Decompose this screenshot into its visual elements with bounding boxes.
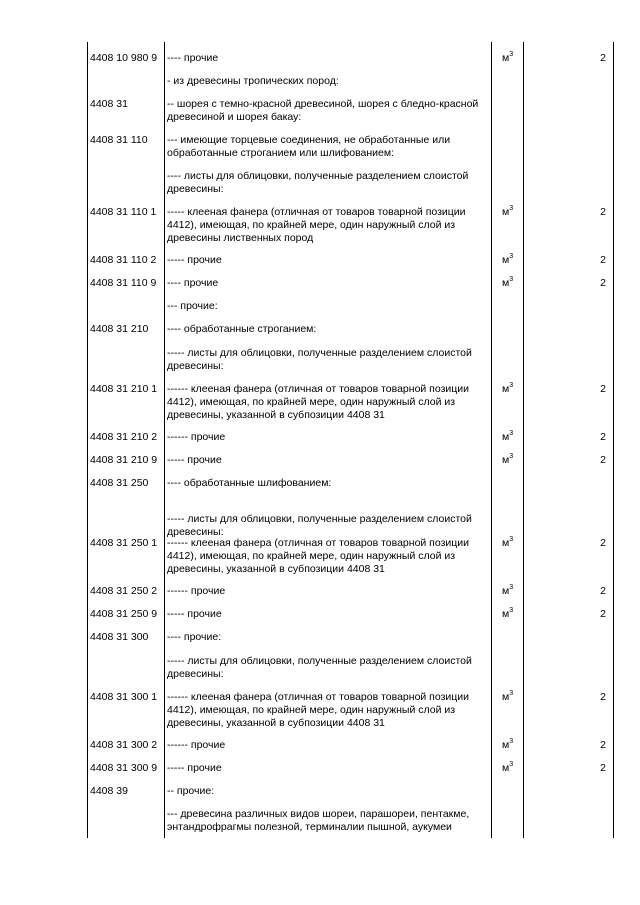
unit-base: м	[502, 537, 510, 549]
row-description: ----- прочие	[167, 454, 222, 466]
row-unit	[502, 608, 520, 621]
unit-base: м	[502, 585, 510, 597]
table-border-left	[87, 42, 88, 838]
row-description: --- имеющие торцевые соединения, не обработанные или обработанные строганием или шлифованием:	[167, 134, 451, 159]
row-duty-rate: 2	[600, 254, 606, 266]
unit-base: м	[502, 52, 510, 64]
row-duty-rate: 2	[600, 277, 606, 289]
row-duty-rate: 2	[600, 206, 606, 218]
row-code: 4408 31 210 9	[90, 454, 158, 466]
row-description: --- древесина различных видов шореи, парашореи, пентакме, энтандрофрагмы полезной, терминалии пышной, аукумеи	[167, 808, 470, 833]
row-code: 4408 31 300 2	[90, 739, 158, 751]
row-unit	[502, 52, 520, 65]
row-description: ----- прочие	[167, 608, 222, 620]
row-unit	[502, 585, 520, 598]
row-description: ---- прочие:	[167, 631, 222, 643]
row-unit	[502, 277, 520, 290]
row-description: ---- прочие	[167, 52, 219, 64]
row-code: 4408 31 110 9	[90, 277, 157, 289]
unit-base: м	[502, 454, 510, 466]
row-duty-rate: 2	[600, 585, 606, 597]
row-code: 4408 31 110	[90, 134, 148, 146]
row-duty-rate: 2	[600, 52, 606, 64]
row-unit	[502, 691, 520, 704]
row-duty-rate: 2	[600, 431, 606, 443]
unit-base: м	[502, 608, 510, 620]
row-code: 4408 31 250 2	[90, 585, 158, 597]
unit-superscript: 3	[509, 381, 514, 389]
row-duty-rate: 2	[600, 762, 606, 774]
unit-base: м	[502, 254, 510, 266]
row-unit	[502, 431, 520, 444]
column-divider	[164, 42, 165, 838]
row-description: ----- листы для облицовки, полученные разделением слоистой древесины:	[167, 513, 472, 538]
row-unit	[502, 206, 520, 219]
row-description: ----- листы для облицовки, полученные разделением слоистой древесины:	[167, 347, 472, 372]
row-unit	[502, 762, 520, 775]
row-code: 4408 10 980 9	[90, 52, 158, 64]
unit-base: м	[502, 383, 510, 395]
row-code: 4408 31 210 2	[90, 431, 158, 443]
row-code: 4408 31 300 9	[90, 762, 158, 774]
row-duty-rate: 2	[600, 739, 606, 751]
row-unit	[502, 254, 520, 267]
unit-superscript: 3	[509, 535, 514, 543]
row-code: 4408 31 210 1	[90, 383, 158, 395]
table-border-right	[613, 42, 614, 838]
unit-superscript: 3	[509, 275, 514, 283]
unit-base: м	[502, 762, 510, 774]
row-duty-rate: 2	[600, 691, 606, 703]
row-code: 4408 31 300	[90, 631, 149, 643]
unit-superscript: 3	[509, 252, 514, 260]
unit-superscript: 3	[509, 204, 514, 212]
unit-base: м	[502, 739, 510, 751]
column-divider	[491, 42, 492, 838]
row-unit	[502, 739, 520, 752]
row-description: ----- прочие	[167, 762, 222, 774]
unit-base: м	[502, 277, 510, 289]
unit-base: м	[502, 431, 510, 443]
row-description: ----- прочие	[167, 254, 222, 266]
unit-superscript: 3	[509, 429, 514, 437]
row-description: ----- листы для облицовки, полученные разделением слоистой древесины:	[167, 655, 472, 680]
unit-superscript: 3	[509, 689, 514, 697]
row-description: ------ прочие	[167, 585, 226, 597]
row-code: 4408 39	[90, 785, 128, 797]
row-duty-rate: 2	[600, 383, 606, 395]
unit-superscript: 3	[509, 452, 514, 460]
row-description: ---- обработанные шлифованием:	[167, 477, 332, 489]
unit-superscript: 3	[509, 50, 514, 58]
row-code: 4408 31 110 2	[90, 254, 157, 266]
row-unit	[502, 537, 520, 550]
row-code: 4408 31	[90, 98, 128, 110]
row-code: 4408 31 110 1	[90, 206, 157, 218]
row-description: ------ прочие	[167, 739, 226, 751]
row-duty-rate: 2	[600, 537, 606, 549]
row-description: -- прочие:	[167, 785, 215, 797]
unit-superscript: 3	[509, 760, 514, 768]
row-unit	[502, 454, 520, 467]
row-description: --- прочие:	[167, 300, 218, 312]
row-description: ------ прочие	[167, 431, 226, 443]
row-code: 4408 31 300 1	[90, 691, 158, 703]
column-divider	[523, 42, 524, 838]
row-code: 4408 31 250	[90, 477, 149, 489]
row-code: 4408 31 210	[90, 323, 149, 335]
row-duty-rate: 2	[600, 608, 606, 620]
unit-superscript: 3	[509, 737, 514, 745]
row-description: ---- обработанные строганием:	[167, 323, 317, 335]
row-description: ---- прочие	[167, 277, 219, 289]
row-code: 4408 31 250 1	[90, 537, 158, 549]
unit-base: м	[502, 691, 510, 703]
unit-base: м	[502, 206, 510, 218]
row-description: -- шорея с темно-красной древесиной, шорея с бледно-красной древесиной и шорея бакау:	[167, 98, 479, 123]
row-description: ------ клееная фанера (отличная от товаров товарной позиции 4412), имеющая, по крайней мере, один наружный слой из древесины, указанной в субпозиции 4408 31	[167, 691, 470, 729]
row-unit	[502, 383, 520, 396]
row-description: ----- клееная фанера (отличная от товаров товарной позиции 4412), имеющая, по крайней мере, один наружный слой из древесины лиственных пород	[167, 206, 466, 244]
unit-superscript: 3	[509, 606, 514, 614]
row-duty-rate: 2	[600, 454, 606, 466]
row-description: ------ клееная фанера (отличная от товаров товарной позиции 4412), имеющая, по крайней мере, один наружный слой из древесины, указанной в субпозиции 4408 31	[167, 537, 470, 575]
row-code: 4408 31 250 9	[90, 608, 158, 620]
row-description: ------ клееная фанера (отличная от товаров товарной позиции 4412), имеющая, по крайней мере, один наружный слой из древесины, указанной в субпозиции 4408 31	[167, 383, 470, 421]
row-description: ---- листы для облицовки, полученные разделением слоистой древесины:	[167, 170, 469, 195]
unit-superscript: 3	[509, 583, 514, 591]
row-description: - из древесины тропических пород:	[167, 75, 339, 87]
